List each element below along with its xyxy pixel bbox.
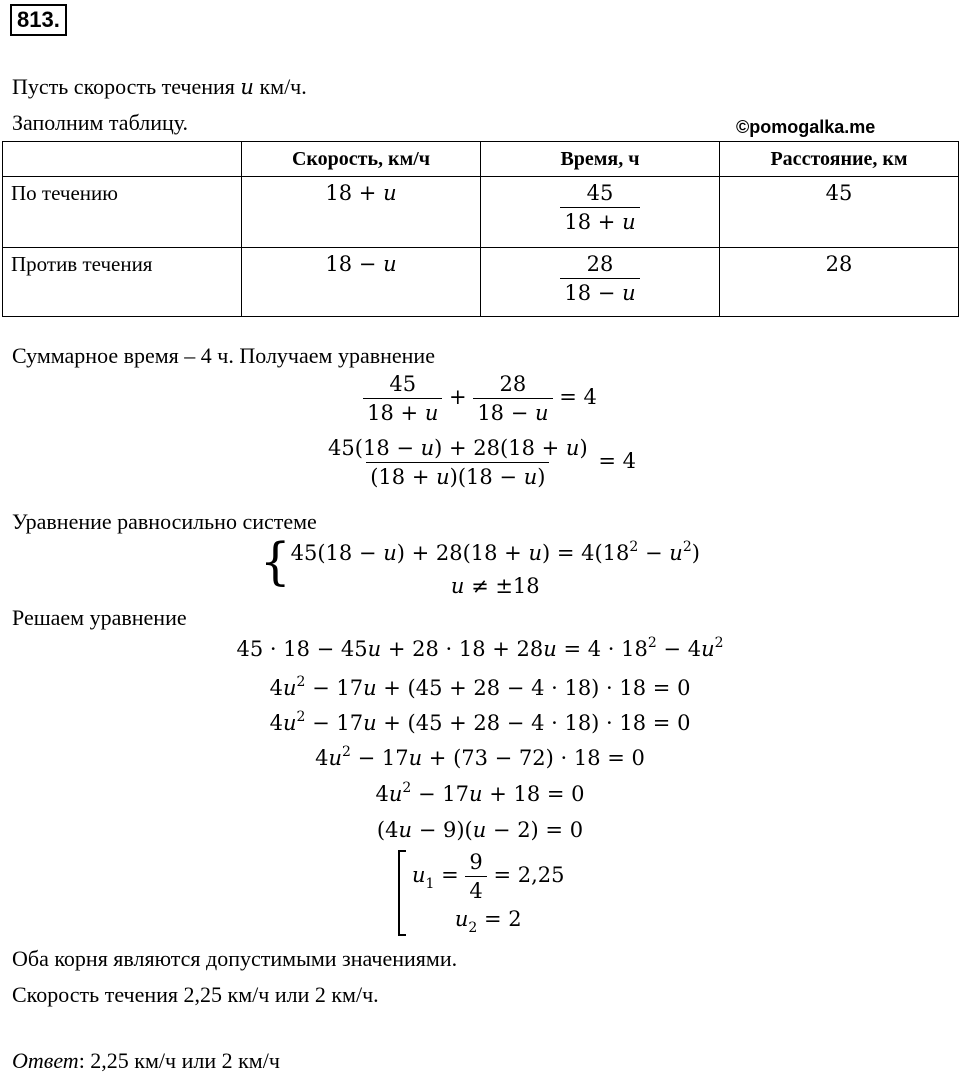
table-header-distance: Расстояние, км bbox=[720, 142, 959, 177]
speed-cell: 18 − u bbox=[242, 248, 481, 317]
watermark: ©pomogalka.me bbox=[736, 117, 876, 137]
time-cell bbox=[481, 177, 720, 248]
step-3: $4u^2 - 17u + (45 + 28 - 4 \cdot 18) \cdot 18 = 0$ bbox=[269, 709, 691, 735]
var-u: u bbox=[240, 75, 254, 99]
root-1: $u_1$ = $\frac{9}{4}$ = 2,25 bbox=[412, 850, 565, 904]
conclusion-2: Скорость течения 2,25 км/ч или 2 км/ч. bbox=[12, 982, 379, 1007]
table-row bbox=[3, 248, 959, 317]
sum-text: Суммарное время – 4 ч. Получаем уравнение bbox=[12, 343, 435, 368]
distance-cell: 45 bbox=[720, 177, 959, 248]
conclusion-1: Оба корня являются допустимыми значениями. bbox=[12, 946, 458, 971]
row-label: Против течения bbox=[3, 248, 242, 317]
table-header-empty bbox=[3, 142, 242, 177]
answer-label: Ответ bbox=[12, 1048, 79, 1073]
step-2: $4u^2 - 17u + (45 + 28 - 4 \cdot 18) \cdot 18 = 0$ bbox=[269, 674, 691, 700]
roots-set bbox=[398, 850, 565, 936]
step-5: $4u^2 - 17u + 18 = 0$ bbox=[375, 780, 585, 806]
step-4: $4u^2 - 17u + (73 - 72) \cdot 18 = 0$ bbox=[315, 744, 645, 770]
equation-system bbox=[0, 532, 960, 601]
problem-number: 813. bbox=[10, 4, 67, 36]
time-fraction: $\frac{45}{18 + u}$ bbox=[560, 181, 639, 234]
table-row bbox=[3, 177, 959, 248]
speed-cell: 18 + u bbox=[242, 177, 481, 248]
intro-line-1 bbox=[12, 74, 307, 100]
intro-line-2: Заполним таблицу. bbox=[12, 110, 189, 135]
system-line-1: $45(18 - u) + 28(18 + u) = 4(18^2 - u^2)$ bbox=[290, 539, 700, 565]
system-line-2: u ≠ ±18 bbox=[450, 574, 540, 598]
step-1: $45 \cdot 18 - 45u + 28 \cdot 18 + 28u = 4 \cdot 18^2 - 4u^2$ bbox=[236, 635, 724, 661]
answer-text: : 2,25 км/ч или 2 км/ч bbox=[78, 1048, 280, 1073]
time-cell bbox=[481, 248, 720, 317]
equation-2: $\frac{45(18 - u) + 28(18 + u)}{(18 + u)(18 - u)}$ = 4 bbox=[328, 436, 636, 490]
distance-cell: 28 bbox=[720, 248, 959, 317]
table-header-row bbox=[3, 142, 959, 177]
root-2: $u_2 = 2$ bbox=[454, 907, 522, 937]
data-table bbox=[2, 141, 959, 317]
answer bbox=[12, 1048, 280, 1074]
table-header-time: Время, ч bbox=[481, 142, 720, 177]
step-6: (4u − 9)(u − 2) = 0 bbox=[376, 818, 584, 842]
equation-1: $\frac{45}{18 + u}$ + $\frac{28}{18 - u}$ = 4 bbox=[0, 372, 960, 425]
intro-text-end: км/ч. bbox=[253, 74, 307, 99]
intro-text: Пусть скорость течения bbox=[12, 74, 241, 99]
time-fraction: $\frac{28}{18 - u}$ bbox=[560, 252, 639, 305]
system-text: Уравнение равносильно системе bbox=[12, 509, 317, 534]
square-bracket-icon bbox=[398, 850, 406, 936]
solve-text: Решаем уравнение bbox=[12, 605, 187, 630]
curly-brace-icon: { bbox=[260, 532, 291, 592]
row-label: По течению bbox=[3, 177, 242, 248]
table-header-speed: Скорость, км/ч bbox=[242, 142, 481, 177]
